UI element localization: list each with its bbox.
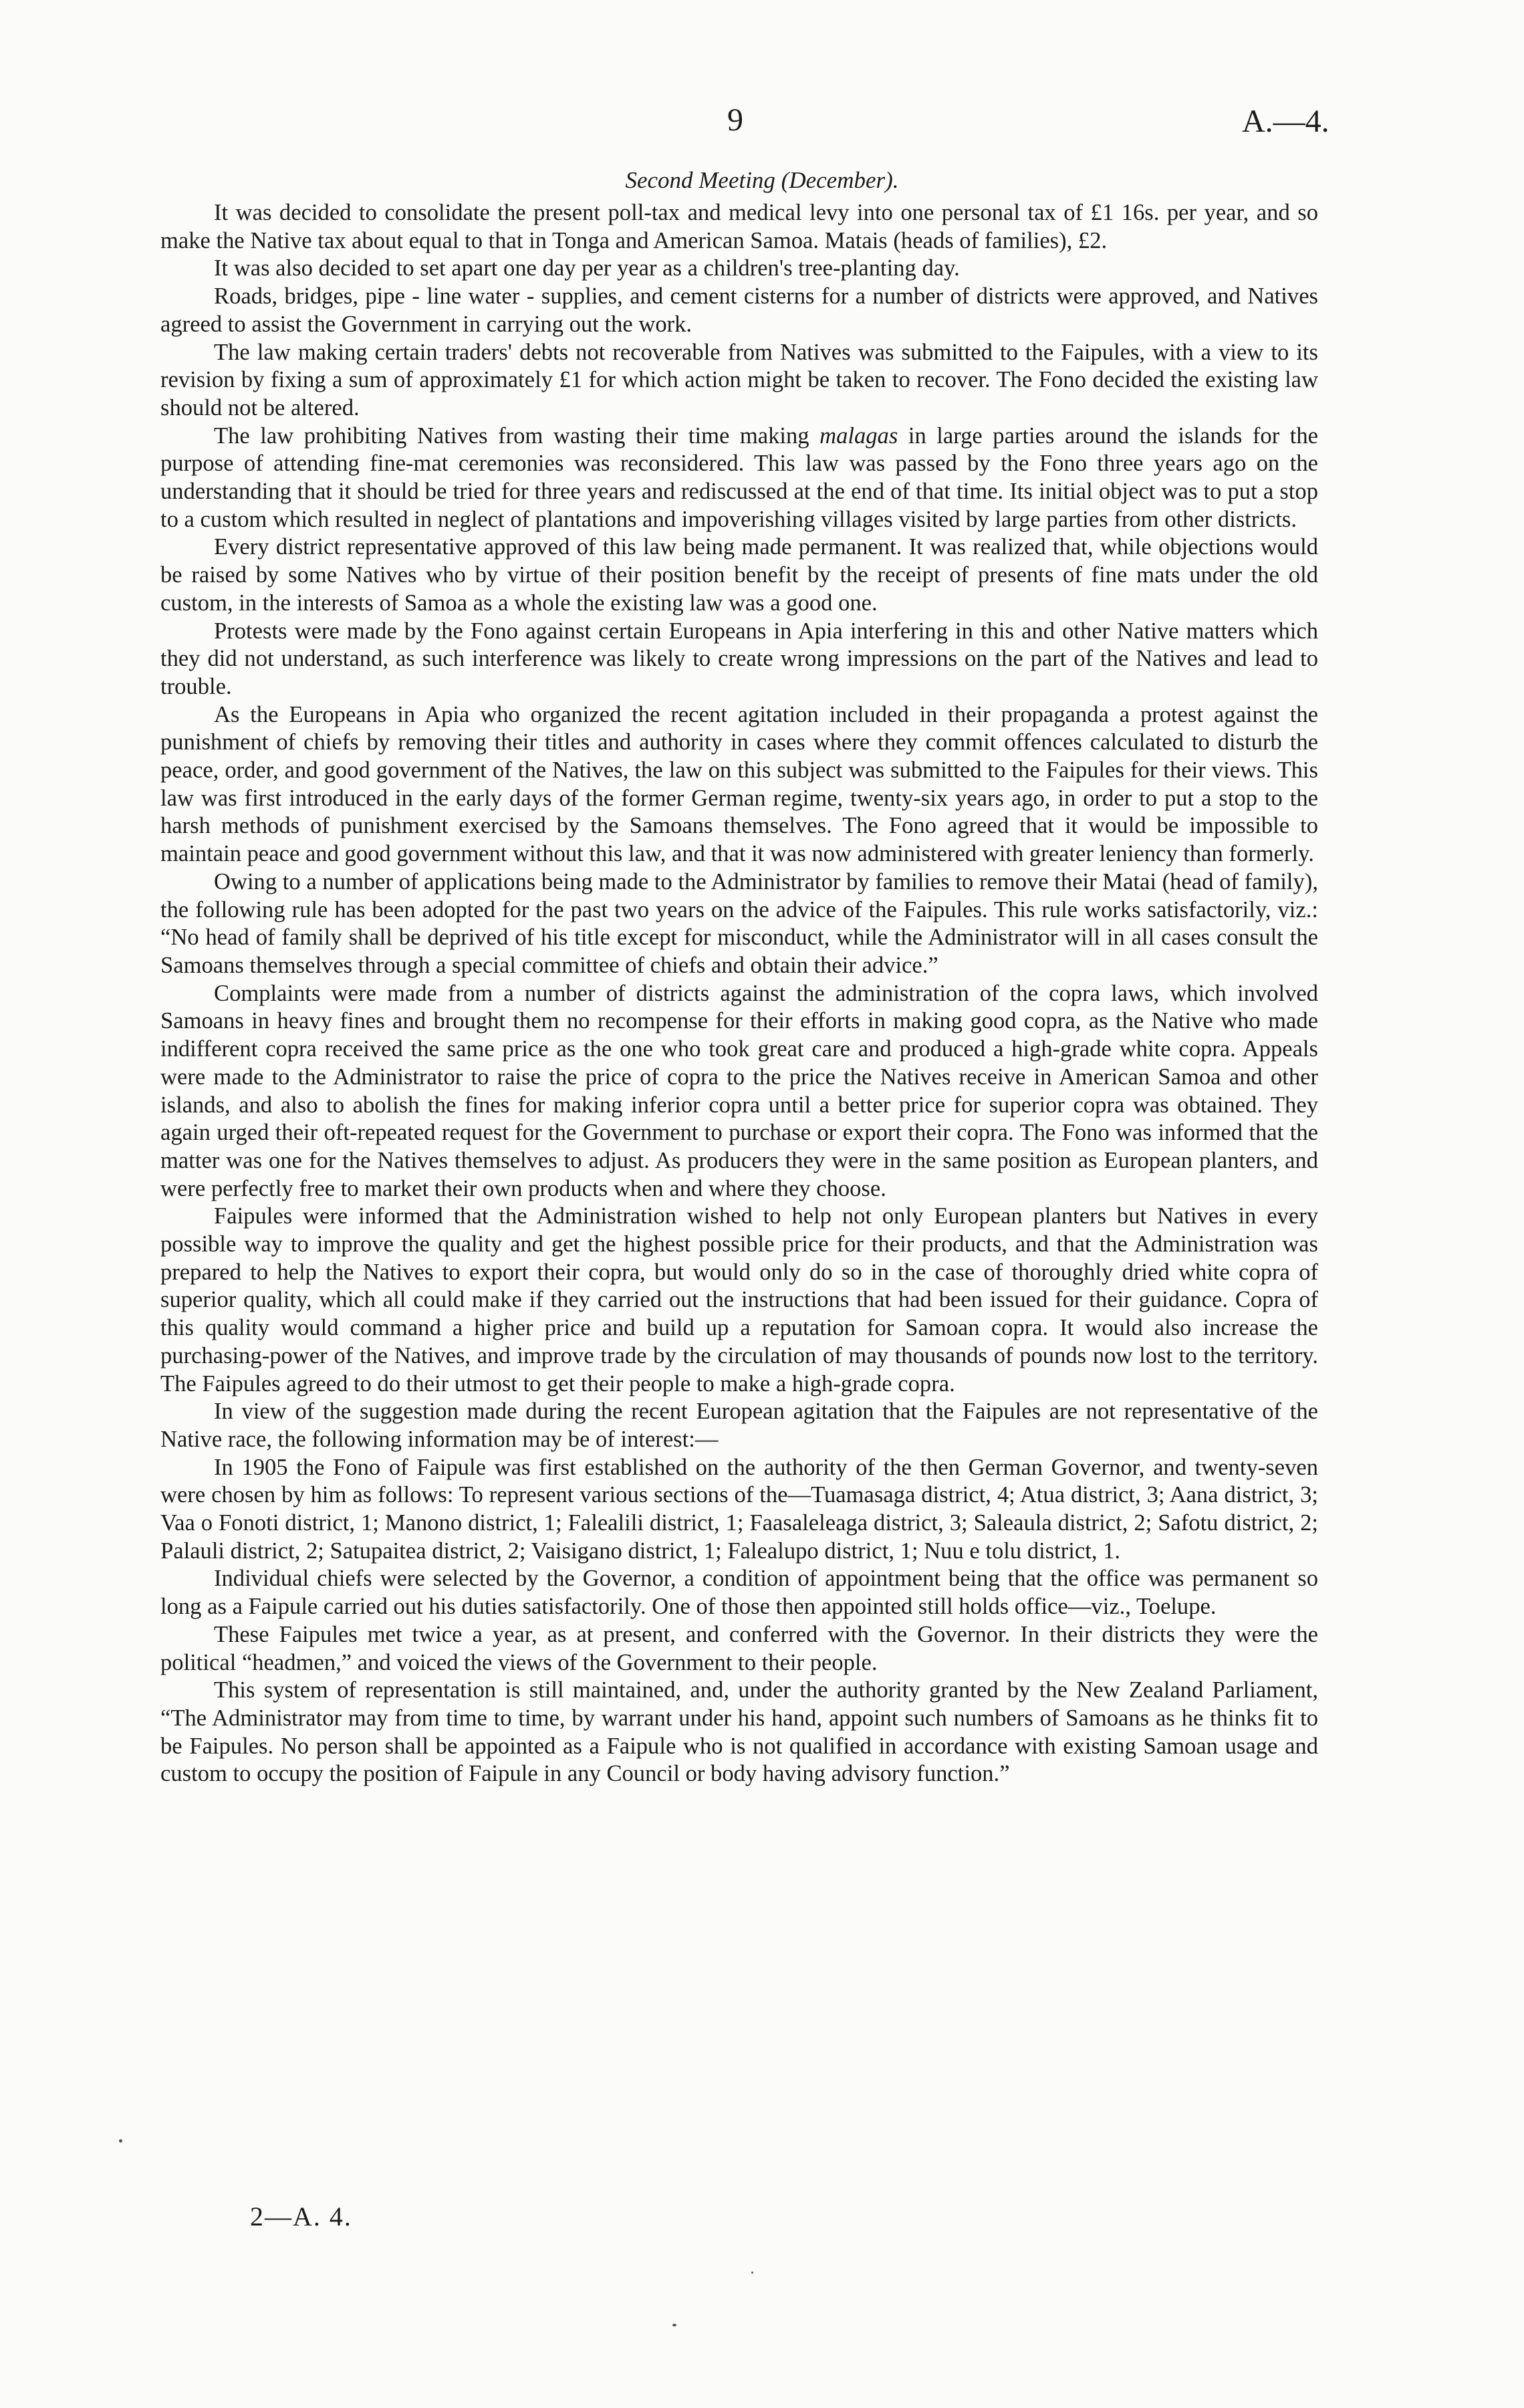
paragraph-malagas-law-end: in large parties around the islands for the purpose of attending fine-mat ceremonies was reconsidered. This law was passed by the Fono three years ago on the understanding that it should be tried for three years and rediscussed at the end of that time. Its initial object was to put a stop to a custom which resulted in neglect of plantations and impoverishing villages visited by large parties from other districts. xyxy=(160,423,1319,532)
paragraph-law-permanent: Every district representative approved of this law being made permanent. It was realized that, while objections would be raised by some Natives who by virtue of their position benefit by the receipt of presents of fine mats under the old custom, in the interests of Samoa as a whole the existing law was a good one. xyxy=(160,534,1318,616)
paragraph-poll-tax: It was decided to consolidate the present poll-tax and medical levy into one personal tax of £1 16s. per year, and so make the Native tax about equal to that in Tonga and American Samoa. Matais (heads of families), £2. xyxy=(160,200,1318,253)
body-text xyxy=(160,199,1318,1788)
stray-mark-dot xyxy=(119,2139,122,2143)
section-heading: Second Meeting (December). xyxy=(625,167,899,193)
signature-mark: 2—A. 4. xyxy=(250,2201,352,2232)
paragraph-chiefs-punishment: As the Europeans in Apia who organized the recent agitation included in their propaganda a protest against the punishment of chiefs by removing their titles and authority in cases where they commit offences calculated to disturb the peace, order, and good government of the Natives, the law on this subject was submitted to the Faipules for their views. This law was first introduced in the early days of the former German regime, twenty-six years ago, in order to put a stop to the harsh methods of punishment exercised by the Samoans themselves. The Fono agreed that it would be impossible to maintain peace and good government without this law, and that it was now administered with greater leniency than formerly. xyxy=(160,701,1318,867)
paragraph-malagas-law-start: The law prohibiting Natives from wasting their time making xyxy=(214,423,820,449)
page-number: 9 xyxy=(727,102,743,138)
stray-mark-dot xyxy=(751,2272,753,2274)
paragraph-representation-intro: In view of the suggestion made during the recent European agitation that the Faipules are not representative of the Native race, the following information may be of interest:— xyxy=(160,1399,1318,1452)
paragraph-matai-rule: Owing to a number of applications being made to the Administrator by families to remove their Matai (head of family), the following rule has been adopted for the past two years on the advice of the Faipules. This rule works satisfactorily, viz.: “No head of family shall be deprived of his title except for misconduct, while the Administrator will in all cases consult the Samoans themselves through a special committee of chiefs and obtain their advice.” xyxy=(160,868,1318,978)
paragraph-malagas-law xyxy=(160,423,1318,534)
paragraph-system-maintained: This system of representation is still maintained, and, under the authority granted by the New Zealand Parliament, “The Administrator may from time to time, by warrant under his hand, appoint such numbers of Samoans as he thinks fit to be Faipules. No person shall be appointed as a Faipule who is not qualified in accordance with existing Samoan usage and custom to occupy the position of Faipule in any Council or body having advisory function.” xyxy=(160,1677,1318,1787)
paragraph-copra-administration: Faipules were informed that the Administration wished to help not only European planters but Natives in every possible way to improve the quality and get the highest possible price for their products, and that the Administration was prepared to help the Natives to export their copra, but would only do so in the case of thoroughly dried white copra of superior quality, which all could make if they carried out the instructions that had been issued for their guidance. Copra of this quality would command a higher price and build up a reputation for Samoan copra. It would also increase the purchasing-power of the Natives, and improve trade by the circulation of may thousands of pounds now lost to the territory. The Faipules agreed to do their utmost to get their people to make a high-grade copra. xyxy=(160,1203,1318,1397)
paragraph-traders-debts: The law making certain traders' debts not recoverable from Natives was submitted to the Faipules, with a view to its revision by fixing a sum of approximately £1 for which action might be taken to recover. The Fono decided the existing law should not be altered. xyxy=(160,339,1318,420)
malagas-term: malagas xyxy=(819,423,898,449)
paragraph-protests: Protests were made by the Fono against certain Europeans in Apia interfering in this and other Native matters which they did not understand, as such interference was likely to create wrong impressions on the part of the Natives and lead to trouble. xyxy=(160,618,1318,699)
paragraph-faipules-met: These Faipules met twice a year, as at present, and conferred with the Governor. In their districts they were the political “headmen,” and voiced the views of the Government to their people. xyxy=(160,1621,1318,1675)
paragraph-copra-complaints: Complaints were made from a number of districts against the administration of the copra laws, which involved Samoans in heavy fines and brought them no recompense for their efforts in making good copra, as the Native who made indifferent copra received the same price as the one who took great care and produced a high-grade white copra. Appeals were made to the Administrator to raise the price of copra to the price the Natives receive in American Samoa and other islands, and also to abolish the fines for making inferior copra until a better price for superior copra was obtained. They again urged their oft-repeated request for the Government to purchase or export their copra. The Fono was informed that the matter was one for the Natives themselves to adjust. As producers they were in the same position as European planters, and were perfectly free to market their own products when and where they choose. xyxy=(160,980,1318,1201)
paragraph-public-works: Roads, bridges, pipe - line water - supplies, and cement cisterns for a number of districts were approved, and Natives agreed to assist the Government in carrying out the work. xyxy=(160,283,1318,337)
document-reference: A.—4. xyxy=(1242,104,1329,139)
paragraph-tree-planting: It was also decided to set apart one day per year as a children's tree-planting day. xyxy=(214,255,960,281)
stray-mark-dot xyxy=(672,2324,676,2326)
paragraph-chiefs-selected: Individual chiefs were selected by the Governor, a condition of appointment being that the office was permanent so long as a Faipule carried out his duties satisfactorily. One of those then appointed still holds office—viz., Toelupe. xyxy=(160,1566,1318,1620)
paragraph-fono-1905: In 1905 the Fono of Faipule was first established on the authority of the then German Governor, and twenty-seven were chosen by him as follows: To represent various sections of the—Tuamasaga district, 4; Atua district, 3; Aana district, 3; Vaa o Fonoti district, 1; Manono district, 1; Falealili district, 1; Faasaleleaga district, 3; Saleaula district, 2; Safotu district, 2; Palauli district, 2; Satupaitea district, 2; Vaisigano district, 1; Falealupo district, 1; Nuu e tolu district, 1. xyxy=(160,1454,1318,1564)
